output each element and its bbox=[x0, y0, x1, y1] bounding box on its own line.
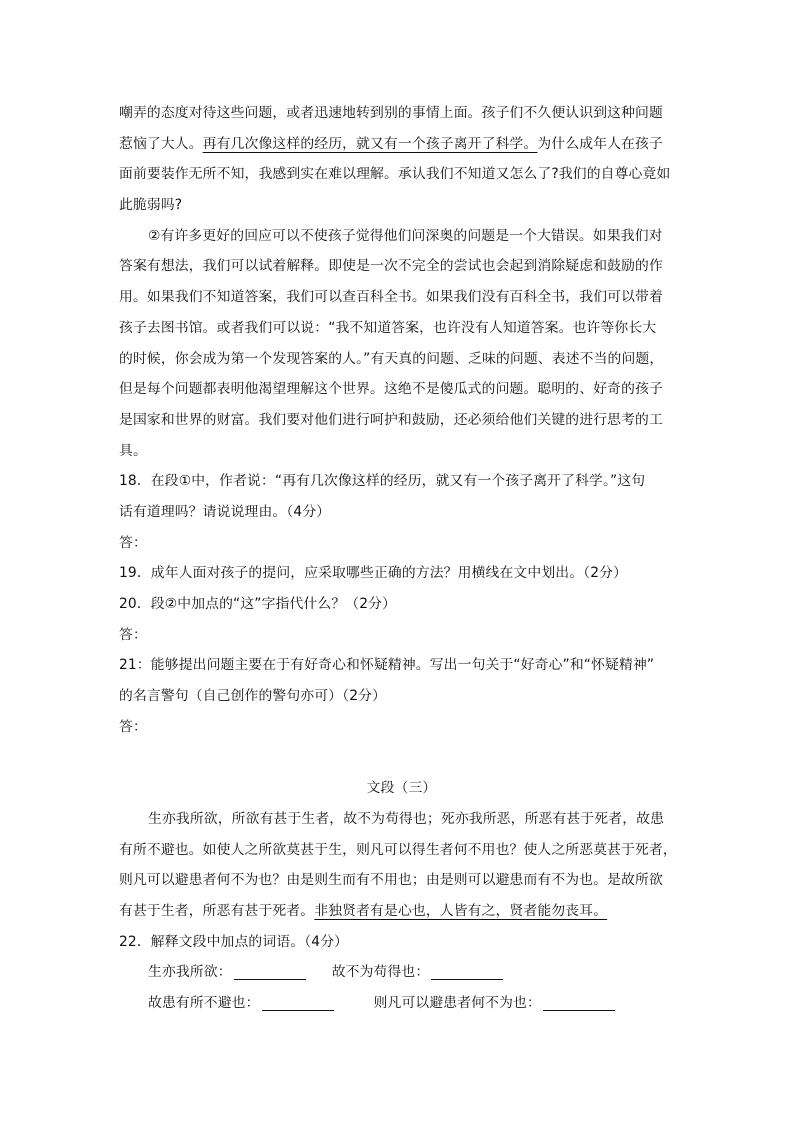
fill-in-row bbox=[119, 988, 684, 1019]
passage-line: 具。 bbox=[119, 442, 147, 459]
question-21: 21：能够提出问题主要在于有好奇心和怀疑精神。写出一句关于“好奇心”和“怀疑精神” bbox=[119, 657, 655, 674]
passage-line: 则凡可以避患者何不为也？由是则生而有不用也；由是则可以避患而有不为也。是故所欲 bbox=[119, 872, 663, 889]
fill-in-item bbox=[148, 988, 334, 1019]
spacer bbox=[119, 742, 684, 773]
answer-label: 答： bbox=[119, 626, 147, 643]
question-22: 22．解释文段中加点的词语。（4分） bbox=[119, 933, 349, 950]
passage-line: 用。如果我们不知道答案，我们可以查百科全书。如果我们没有百科全书，我们可以带着 bbox=[119, 289, 663, 306]
section-title: 文段（三） bbox=[366, 780, 437, 797]
fill-in-prompt: 故不为苟得也： bbox=[331, 964, 430, 981]
passage-line: 嘲弄的态度对待这些问题，或者迅速地转到别的事情上面。孩子们不久便认识到这种问题 bbox=[119, 105, 663, 121]
passage-line: 但是每个问题都表明他渴望理解这个世界。这绝不是傻瓜式的问题。聪明的、好奇的孩子 bbox=[119, 381, 663, 398]
question-18: 18．在段①中，作者说：“再有几次像这样的经历，就又有一个孩子离开了科学。”这句 bbox=[119, 473, 646, 490]
passage-line: 答案有想法，我们可以试着解释。即使是一次不完全的尝试也会起到消除疑虑和鼓励的作 bbox=[119, 258, 663, 275]
passage-text: 惹恼了大人。 bbox=[119, 135, 203, 152]
passage-line bbox=[119, 896, 684, 927]
answer-blank[interactable] bbox=[543, 996, 615, 1011]
passage-line bbox=[119, 129, 684, 160]
passage-line: ②有许多更好的回应可以不使孩子觉得他们问深奥的问题是一个大错误。如果我们对 bbox=[148, 227, 663, 244]
answer-blank[interactable] bbox=[262, 996, 334, 1011]
passage-line: 是国家和世界的财富。我们要对他们进行呵护和鼓励，还必须给他们关键的进行思考的工 bbox=[119, 411, 663, 428]
fill-in-row bbox=[119, 957, 684, 988]
page-content bbox=[119, 98, 684, 1019]
fill-in-prompt: 故患有所不避也： bbox=[148, 994, 260, 1011]
answer-label: 答： bbox=[119, 718, 147, 735]
answer-blank[interactable] bbox=[431, 965, 503, 980]
passage-line: 有所不避也。如使人之所欲莫甚于生，则凡可以得生者何不用也？使人之所恶莫甚于死者， bbox=[119, 841, 677, 858]
answer-blank[interactable] bbox=[234, 965, 306, 980]
fill-in-prompt: 生亦我所欲： bbox=[148, 964, 232, 981]
question-19: 19．成年人面对孩子的提问，应采取哪些正确的方法？用横线在文中划出。（2分） bbox=[119, 565, 628, 582]
passage-line: 面前要装作无所不知，我感到实在难以理解。承认我们不知道又怎么了?我们的自尊心竟如 bbox=[119, 166, 671, 183]
passage-line: 生亦我所欲，所欲有甚于生者，故不为苟得也；死亦我所恶，所恶有甚于死者，故患 bbox=[148, 810, 665, 827]
fill-in-item bbox=[374, 988, 615, 1019]
passage-line: 孩子去图书馆。或者我们可以说：“我不知道答案，也许没有人知道答案。也许等你长大 bbox=[119, 319, 657, 336]
answer-label: 答： bbox=[119, 534, 147, 551]
passage-line: 此脆弱吗? bbox=[119, 197, 183, 214]
question-20: 20．段②中加点的“这”字指代什么？（2分） bbox=[119, 596, 397, 612]
question-21-cont: 的名言警句（自己创作的警句亦可）（2分） bbox=[119, 688, 387, 705]
underlined-sentence: 非独贤者有是心也，人皆有之，贤者能勿丧耳。 bbox=[314, 902, 608, 919]
underlined-sentence: 再有几次像这样的经历，就又有一个孩子离开了科学。 bbox=[202, 135, 538, 152]
passage-text: 有甚于生者，所恶有甚于死者。 bbox=[119, 902, 315, 919]
passage-text: 为什么成年人在孩子 bbox=[537, 135, 663, 152]
fill-in-prompt: 则凡可以避患者何不为也： bbox=[373, 994, 541, 1011]
question-18-cont: 话有道理吗？请说说理由。（4分） bbox=[119, 503, 331, 520]
passage-line: 的时候，你会成为第一个发现答案的人。”有天真的问题、乏味的问题、表述不当的问题， bbox=[119, 350, 664, 367]
fill-in-item bbox=[332, 957, 504, 988]
fill-in-item bbox=[148, 957, 306, 988]
